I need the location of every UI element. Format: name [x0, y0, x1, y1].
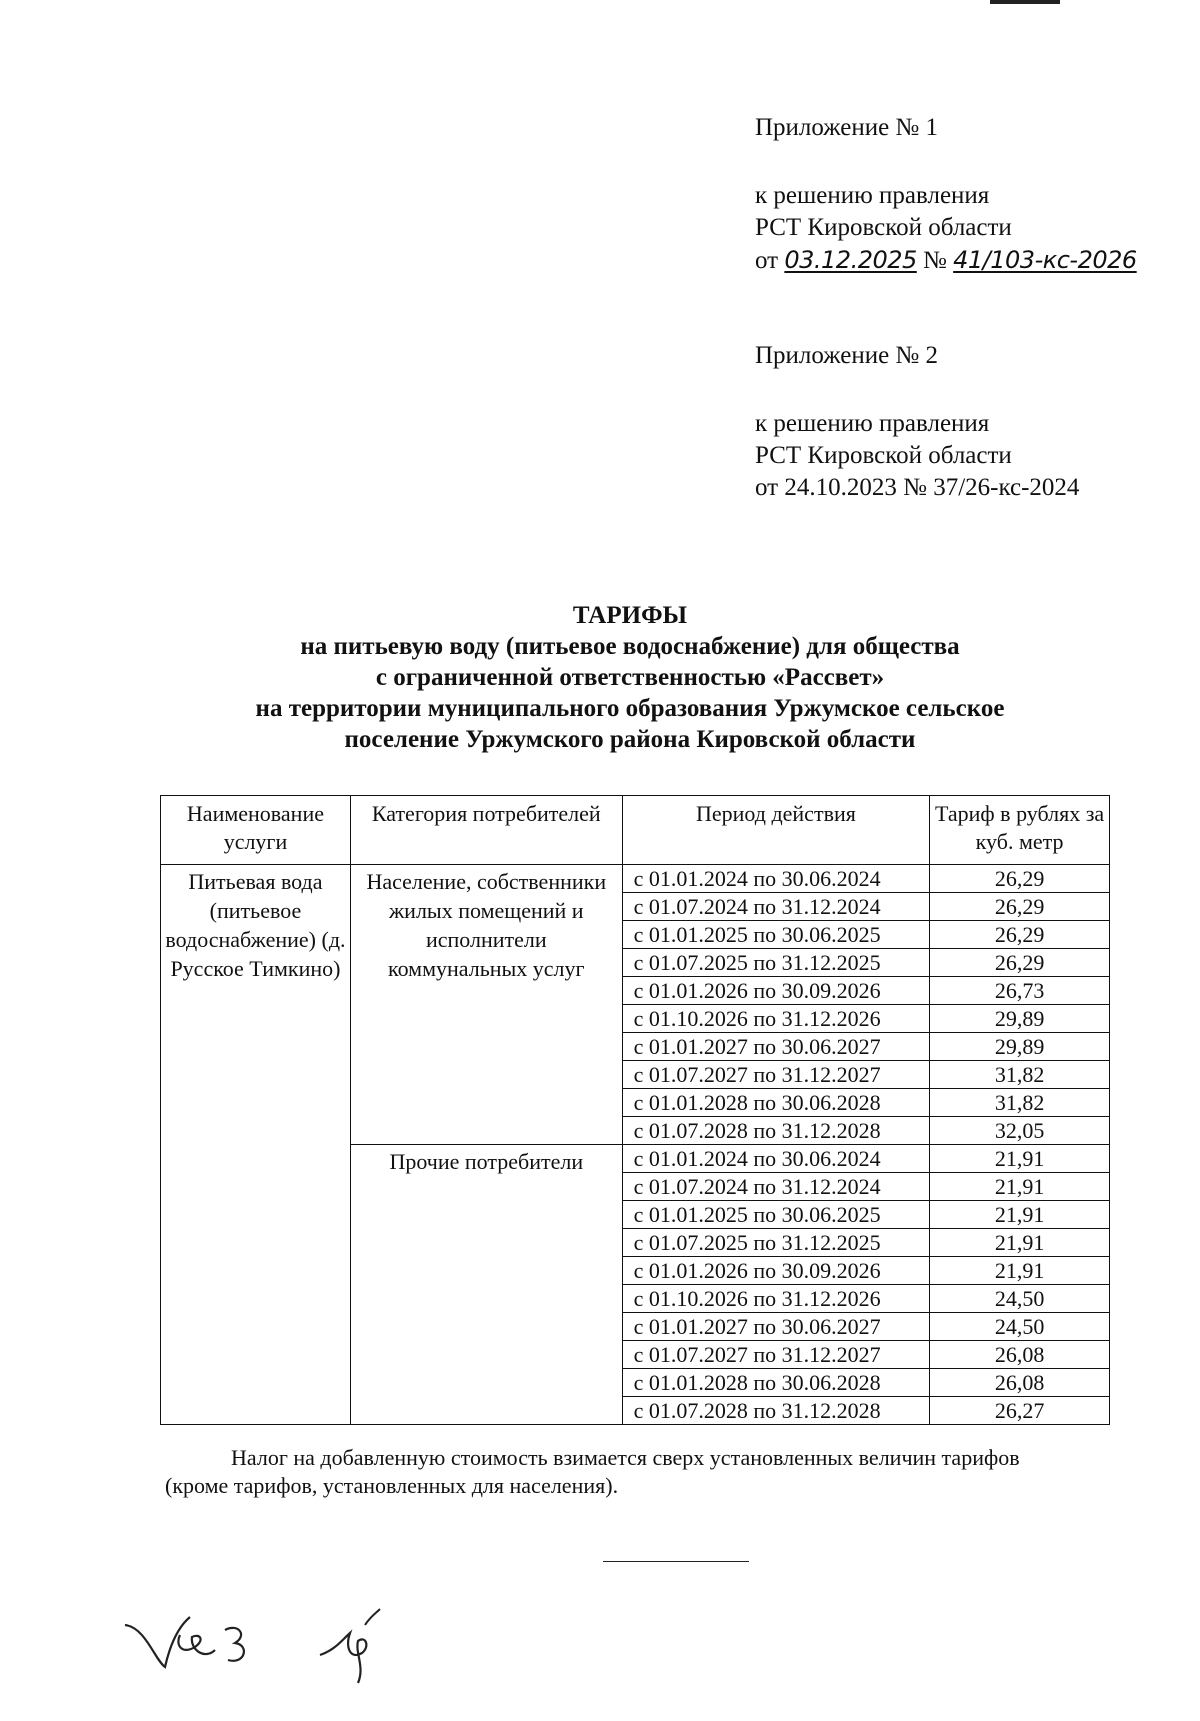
tariff-cell: 32,05 — [930, 1117, 1110, 1145]
vat-note — [165, 1444, 1125, 1500]
vat-note-line2: (кроме тарифов, установленных для населения). — [165, 1473, 619, 1498]
tariff-cell: 26,29 — [930, 949, 1110, 977]
tariff-cell: 21,91 — [930, 1145, 1110, 1173]
period-cell: с 01.01.2024 по 30.06.2024 — [622, 1145, 930, 1173]
title-line1: на питьевую воду (питьевое водоснабжение) для общества — [300, 633, 960, 660]
tariff-cell: 24,50 — [930, 1313, 1110, 1341]
appendix-1-prefix: от — [755, 247, 779, 274]
appendix-1-title: Приложение № 1 — [755, 114, 939, 141]
tariff-cell: 26,08 — [930, 1369, 1110, 1397]
appendix-2-line1: к решению правления — [755, 410, 990, 437]
period-cell: с 01.01.2028 по 30.06.2028 — [622, 1089, 930, 1117]
closing-rule — [603, 1561, 749, 1562]
period-cell: с 01.07.2024 по 31.12.2024 — [622, 893, 930, 921]
tariff-table-body — [161, 865, 1110, 1425]
handwritten-signature-left — [120, 1605, 270, 1685]
tariff-table — [160, 795, 1110, 1425]
service-name-cell: Питьевая вода (питьевое водоснабжение) (д. Русское Тимкино) — [161, 865, 351, 1425]
period-cell: с 01.01.2027 по 30.06.2027 — [622, 1313, 930, 1341]
tariff-cell: 21,91 — [930, 1257, 1110, 1285]
header-category: Категория потребителей — [350, 796, 622, 865]
appendix-1-number: 41/103-кс-2026 — [953, 246, 1137, 274]
header-period: Период действия — [622, 796, 930, 865]
period-cell: с 01.01.2024 по 30.06.2024 — [622, 865, 930, 893]
title-line3: на территории муниципального образования Уржумское сельское — [255, 695, 1005, 722]
period-cell: с 01.07.2025 по 31.12.2025 — [622, 1229, 930, 1257]
tariff-cell: 31,82 — [930, 1061, 1110, 1089]
title-main: ТАРИФЫ — [572, 602, 688, 629]
period-cell: с 01.07.2028 по 31.12.2028 — [622, 1117, 930, 1145]
tariff-cell: 26,27 — [930, 1397, 1110, 1425]
top-edge-mark — [990, 0, 1060, 4]
period-cell: с 01.10.2026 по 31.12.2026 — [622, 1005, 930, 1033]
table-header-row — [161, 796, 1110, 865]
appendix-1-line2: РСТ Кировской области — [755, 214, 1012, 241]
period-cell: с 01.01.2026 по 30.09.2026 — [622, 977, 930, 1005]
tariff-cell: 26,29 — [930, 921, 1110, 949]
appendix-2-line3: от 24.10.2023 № 37/26-кс-2024 — [755, 474, 1080, 501]
appendix-2-header — [755, 340, 1079, 504]
period-cell: с 01.01.2025 по 30.06.2025 — [622, 921, 930, 949]
appendix-1-ref — [755, 244, 1137, 277]
period-cell: с 01.07.2028 по 31.12.2028 — [622, 1397, 930, 1425]
period-cell: с 01.01.2027 по 30.06.2027 — [622, 1033, 930, 1061]
tariff-cell: 29,89 — [930, 1005, 1110, 1033]
header-service: Наименование услуги — [161, 796, 351, 865]
appendix-1-date: 03.12.2025 — [784, 246, 917, 274]
tariff-cell: 24,50 — [930, 1285, 1110, 1313]
period-cell: с 01.01.2028 по 30.06.2028 — [622, 1369, 930, 1397]
tariff-cell: 26,73 — [930, 977, 1110, 1005]
appendix-1-header — [755, 112, 1137, 277]
appendix-1-num-sign: № — [923, 247, 947, 274]
tariff-cell: 26,29 — [930, 893, 1110, 921]
tariff-cell: 29,89 — [930, 1033, 1110, 1061]
handwritten-signature-right — [310, 1605, 400, 1695]
period-cell: с 01.07.2024 по 31.12.2024 — [622, 1173, 930, 1201]
period-cell: с 01.07.2025 по 31.12.2025 — [622, 949, 930, 977]
appendix-1-line1: к решению правления — [755, 182, 990, 209]
category-cell: Прочие потребители — [350, 1145, 622, 1425]
table-row — [161, 865, 1110, 893]
document-title — [130, 600, 1130, 755]
vat-note-line1: Налог на добавленную стоимость взимается сверх установленных величин тарифов — [231, 1445, 1020, 1470]
period-cell: с 01.07.2027 по 31.12.2027 — [622, 1341, 930, 1369]
header-tariff: Тариф в рублях за куб. метр — [930, 796, 1110, 865]
title-line4: поселение Уржумского района Кировской области — [344, 726, 916, 753]
tariff-cell: 21,91 — [930, 1201, 1110, 1229]
title-line2: с ограниченной ответственностью «Рассвет» — [375, 664, 885, 691]
tariff-cell: 31,82 — [930, 1089, 1110, 1117]
appendix-2-line2: РСТ Кировской области — [755, 442, 1012, 469]
period-cell: с 01.10.2026 по 31.12.2026 — [622, 1285, 930, 1313]
category-cell: Население, собственники жилых помещений и исполнители коммунальных услуг — [350, 865, 622, 1145]
tariff-cell: 26,29 — [930, 865, 1110, 893]
tariff-cell: 26,08 — [930, 1341, 1110, 1369]
tariff-cell: 21,91 — [930, 1173, 1110, 1201]
period-cell: с 01.01.2025 по 30.06.2025 — [622, 1201, 930, 1229]
appendix-2-title: Приложение № 2 — [755, 342, 939, 369]
period-cell: с 01.07.2027 по 31.12.2027 — [622, 1061, 930, 1089]
tariff-cell: 21,91 — [930, 1229, 1110, 1257]
period-cell: с 01.01.2026 по 30.09.2026 — [622, 1257, 930, 1285]
